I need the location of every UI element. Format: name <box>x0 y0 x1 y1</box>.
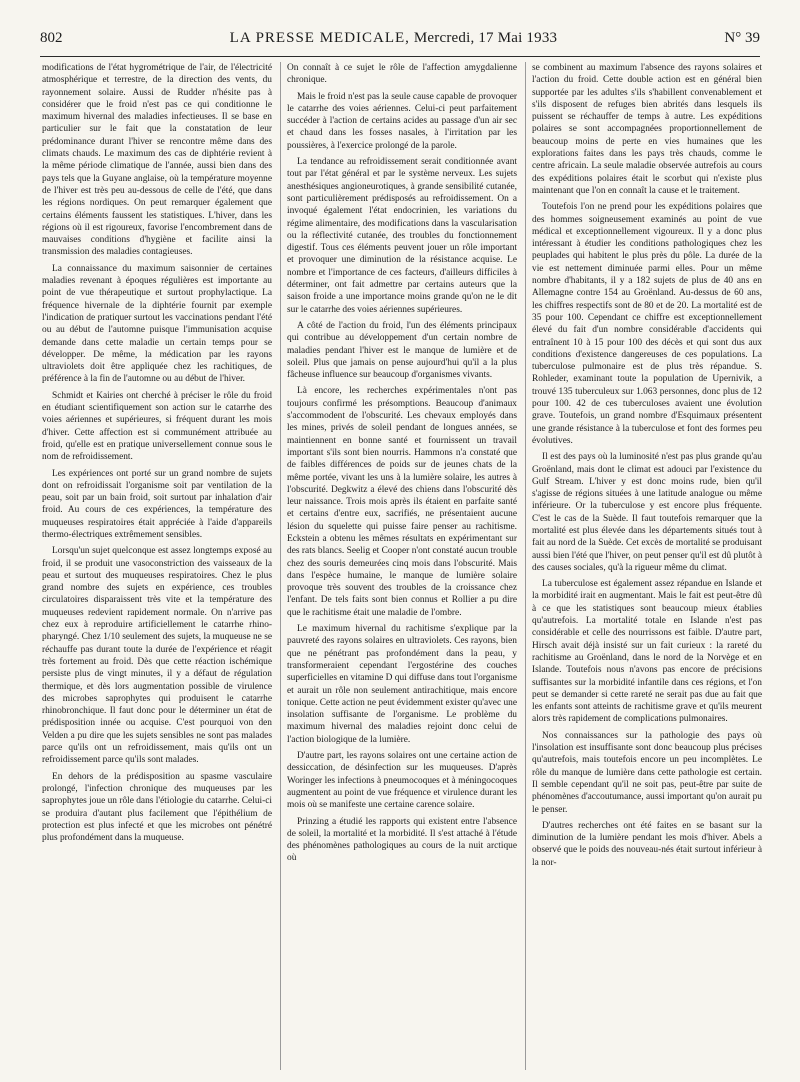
paragraph: En dehors de la prédisposition au spasme vasculaire prolongé, l'infection chronique des muqueuses par les saprophytes joue un rôle dans l'étiologie du catarrhe. Celui-ci se produira d'autant plus facilement que l'épithélium de protection est plus infecté et que les microbes ont pénétré plus profondément dans la muqueuse. <box>42 771 272 844</box>
paragraph: Les expériences ont porté sur un grand nombre de sujets dont on refroidissait l'organisme soit par ventilation de la peau, soit par un bain froid, soit surtout par inhalation d'air froid. Au cours de ces expériences, la température des muqueuses respiratoires était appréciée à l'aide d'appareils thermo-électriques extrêmement sensibles. <box>42 468 272 540</box>
paragraph: Toutefois l'on ne prend pour les expéditions polaires que des hommes soigneusement examinés au point de vue médical et exceptionnellement vigoureux. Il y a donc plus intéressant à étudier les conditions pathologiques chez les peuplades qui habitent le plus près du pôle. La durée de la vie est nettement diminuée parmi elles. Pour un même nombre d'habitants, il y a 182 sujets de plus de 40 ans en Allemagne contre 154 au Groënland. Au-dessus de 60 ans, les chiffres respectifs sont de 80 et de 20. La mortalité est de 35 pour 100. Cependant ce chiffre est exceptionnellement élevé du fait d'un nombre considérable d'accidents qui entraînent 10 à 15 pour 100 des décès et qui sont dus aux conditions d'existence dangereuses de ces populations. La tuberculose pulmonaire est de plus très répandue. S. Rohleder, examinant toute la population de Upernivik, a trouvé 135 tuberculeux sur 1.063 personnes, donc plus de 12 pour 100. 42 de ces tuberculoses avaient une évolution grave. Toutefois, un grand nombre d'Esquimaux présentent une grande résistance à la tuberculose et font des formes peu évolutives. <box>532 202 762 446</box>
paragraph: Prinzing a étudié les rapports qui existent entre l'absence de soleil, la mortalité et la morbidité. Il s'est attaché à l'étude des phénomènes pathologiques au cours de la nuit arctique où <box>287 816 517 864</box>
running-header <box>40 30 760 54</box>
page-number: 802 <box>40 30 63 46</box>
paragraph: Mais le froid n'est pas la seule cause capable de provoquer le catarrhe des voies aériennes. Celui-ci peut parfaitement succéder à l'action de certains acides au passage d'un air sec et chaud dans les fosses nasales, à l'irritation par les poussières, à l'exercice prolongé de la parole. <box>287 91 517 151</box>
text-column-3 <box>532 62 762 1070</box>
issue-number: N° 39 <box>724 30 760 46</box>
paragraph: Il est des pays où la luminosité n'est pas plus grande qu'au Groënland, mais dont le climat est adouci par l'existence du Gulf Stream. L'hiver y est donc moins rude, bien qu'il s'agisse de régions situées à une latitude analogue ou même inférieure. Or la tuberculose y est encore plus fréquente. C'est le cas de la Suède. Il faut toutefois remarquer que la mortalité est plus élevée dans les départements situés tout à fait au nord de la Suède. Cet excès de mortalité se produisant aussi bien l'été que l'hiver, on peut penser qu'il est dû plutôt à des causes sociales, qu'à la rigueur même du climat. <box>532 452 762 573</box>
paragraph: La connaissance du maximum saisonnier de certaines maladies revenant à époques régulières est importante au point de vue thérapeutique et surtout prophylactique. La fréquence hivernale de la diphtérie fournit par exemple l'indication de pratiquer surtout les vaccinations pendant l'été ou au début de l'automne puisque l'immunisation acquise demande dans cette maladie un certain temps pour se développer. De même, la médication par les rayons ultraviolets doit être appliquée chez les rachitiques, de préférence à la fin de l'automne ou au début de l'hiver. <box>42 263 272 385</box>
journal-title: LA PRESSE MEDICALE, <box>229 30 410 46</box>
paragraph: Nos connaissances sur la pathologie des pays où l'insolation est insuffisante sont donc beaucoup plus précises qu'autrefois, mais toutefois encore un peu incomplètes. Le rôle du manque de lumière dans cette pathologie est certain. Il semble cependant qu'il ne soit pas, peut-être par suite de phénomènes d'accoutumance, aussi important qu'on aurait pu le penser. <box>532 730 762 815</box>
column-divider <box>280 62 281 1070</box>
paragraph: Schmidt et Kairies ont cherché à préciser le rôle du froid en étudiant scientifiquement son action sur le catarrhe des voies aériennes et supérieures, si fréquent durant les mois d'hiver. Cette affection est si communément attribuée au froid, qu'elle est en pratique universellement connue sous le nom de refroidissement. <box>42 390 272 463</box>
paragraph: modifications de l'état hygrométrique de l'air, de l'électricité atmosphérique et terrestre, de la direction des vents, du rayonnement solaire. Aussi de Rudder n'hésite pas à considérer que le froid n'est pas ce qui conditionne le maximum hivernal des maladies infectieuses. Il se base en particulier sur le fait que la constatation de leur prédominance durant l'hiver se rencontre même dans des climats chauds. Le maximum des cas de diphtérie revient à la même période climatique de l'année, aussi bien dans des pays tels que la Guyane anglaise, où la température moyenne de l'hiver est très peu au-dessous de celle de l'été, que dans les régions nordiques. On peut remarquer également que certains éléments faussent les statistiques. L'hiver, dans les régions où il est rigoureux, favorise l'encombrement dans de mauvaises conditions d'hygiène et facilite ainsi la transmission des maladies contagieuses. <box>42 63 272 258</box>
paragraph: Le maximum hivernal du rachitisme s'explique par la pauvreté des rayons solaires en ultraviolets. Ces rayons, bien que ne pénétrant pas profondément dans la peau, y transformeraient cependant l'ergostérine des couches superficielles en vitamine D qui diffuse dans tout l'organisme et aurait un rôle non seulement antirachitique, mais encore tonique. Cette action ne peut évidemment exister qu'avec une insolation suffisante de l'organisme. Le problème du maximum hivernal des maladies rejoint donc celui de l'action biologique de la lumière. <box>287 624 517 745</box>
paragraph: On connaît à ce sujet le rôle de l'affection amygdalienne chronique. <box>287 63 517 86</box>
paragraph: Lorsqu'un sujet quelconque est assez longtemps exposé au froid, il se produit une vasoconstriction des vaisseaux de la peau et surtout des muqueuses respiratoires. Chez le plus grand nombre des sujets en expérience, ces troubles circulatoires disparaissent très vite et la température des muqueuses redevient rapidement normale. On n'arrive pas chez eux à reproduire artificiellement le catarrhe rhino-pharyngé. Chez 1/10 seulement des sujets, la muqueuse ne se réchauffe pas durant toute la durée de l'expérience et réagit très fortement au froid. Dès que cette réaction ischémique persiste plus de vingt minutes, il y a défaut de régulation thermique, et dès lors augmentation possible de virulence des microbes saprophytes qui produisent le catarrhe rhinobronchique. Il faut donc pour le déterminer un état de prédisposition innée ou acquise. C'est pourquoi von den Velden a pu dire que les sujets sensibles ne sont pas malades parce qu'ils ont un refroidissement, mais qu'ils ont un refroidissement parce qu'ils sont malades. <box>42 546 272 766</box>
paragraph: La tuberculose est également assez répandue en Islande et la morbidité irait en augmentant. Mais le fait est peut-être dû à ce que les statistiques sont beaucoup mieux établies qu'autrefois. La mortalité totale en Islande n'est pas considérable et celle des nourrissons est faible. D'autre part, Hirsch avait déjà insisté sur un fait curieux : la rareté du rachitisme au Groënland, dans le nord de la Norvège et en Islande. Toutefois nous n'avons pas encore de précisions suffisantes sur la morbidité infantile dans ces régions, et l'on peut se demander si cette rareté ne serait pas due au fait que les enfants sont atteints de rachitisme grave et qu'ils meurent alors très rapidement de complications pulmonaires. <box>532 579 762 725</box>
header-rule <box>40 56 760 57</box>
paragraph: A côté de l'action du froid, l'un des éléments principaux qui contribue au développement d'un certain nombre de maladies pendant l'hiver est le manque de lumière et de soleil. Plus que jamais on pense aujourd'hui qu'il a la plus fâcheuse influence sur beaucoup d'organismes vivants. <box>287 320 517 381</box>
journal-title-date <box>230 30 558 47</box>
issue-date: Mercredi, 17 Mai 1933 <box>413 30 558 46</box>
text-column-2 <box>287 62 517 1070</box>
paragraph: D'autres recherches ont été faites en se basant sur la diminution de la lumière pendant les mois d'hiver. Abels a observé que le poids des nouveau-nés était surtout inférieur à la nor- <box>532 820 762 868</box>
text-column-1 <box>42 62 272 1070</box>
column-divider <box>525 62 526 1070</box>
paragraph: D'autre part, les rayons solaires ont une certaine action de dessiccation, de désinfection sur les muqueuses. D'après Woringer les infections à pneumocoques et à méningocoques augmentent au point de vue fréquence et virulence durant les mois où se manifeste une certaine carence solaire. <box>287 751 517 811</box>
paragraph: Là encore, les recherches expérimentales n'ont pas toujours confirmé les présomptions. Beaucoup d'animaux s'accommodent de l'obscurité. Les chevaux employés dans les mines, privés de soleil pendant de longues années, se maintiennent en bonne santé et fournissent un travail important s'ils sont bien nourris. Hammons n'a constaté que de faibles différences de poids sur de jeunes chats de la même portée, vivant les uns à la lumière solaire, les autres à l'obscurité. Degkwitz a élevé des chiens dans l'obscurité dès leur naissance. Trois mois après ils étaient en parfaite santé et certains d'entre eux, sacrifiés, ne présentaient aucune lésion du squelette qui puisse faire penser au rachitisme. Eckstein a obtenu les mêmes résultats en expérimentant sur des rats blancs. Seelig et Cooper n'ont constaté aucun trouble chez des souris demeurées cinq mois dans l'obscurité. Mais dans l'espèce humaine, le manque de lumière solaire provoque très souvent des troubles de la croissance chez l'enfant. De tels faits sont bien connus et Rollier a pu dire que le rachitisme était une maladie de l'ombre. <box>287 386 517 618</box>
paragraph: La tendance au refroidissement serait conditionnée avant tout par l'état général et par le système nerveux. Les sujets anesthésiques angioneurotiques, à grande sensibilité cutanée, sont particulièrement prédisposés au refroidissement. On a invoqué également l'état endocrinien, les variations du régime alimentaire, des modifications dans la vascularisation ou la réflectivité cutanée, des troubles du fonctionnement digestif. Tous ces éléments peuvent jouer un rôle important et provoquer une diminution de la résistance acquise. Le nombre et l'importance de ces facteurs, d'ailleurs difficiles à déterminer, ont fait admettre par certains auteurs que la saison froide a une importance moins grande qu'on ne le dit sur le catarrhe des voies aériennes supérieures. <box>287 157 517 315</box>
paragraph: se combinent au maximum l'absence des rayons solaires et l'action du froid. Cette double action est en général bien supportée par les adultes s'ils s'habillent convenablement et s'ils disposent de refuges bien abrités dans lesquels ils puissent se réchauffer de temps à autre. Les expéditions polaires se sont accompagnées proportionnellement de beaucoup moins de perte en vies humaines que les explorations faites dans les pays très chauds, comme le centre africain. La seule maladie observée autrefois au cours des expéditions polaires était le scorbut qui n'existe plus maintenant que l'on en connaît la cause et le traitement. <box>532 63 762 196</box>
